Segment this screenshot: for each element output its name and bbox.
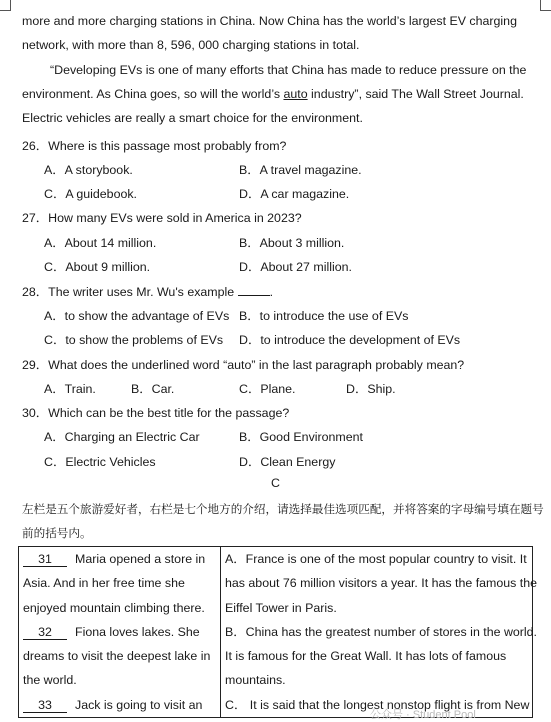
passage-line-1: more and more charging stations in China. Now China has the world’s largest EV charging [22,14,517,28]
place-line: Eiffel Tower in Paris. [225,600,337,615]
section-letter: C [271,476,280,490]
matching-table [18,546,537,718]
q30-option-a[interactable]: A．Charging an Electric Car [44,430,200,444]
q30-option-d[interactable]: D．Clean Energy [239,455,336,469]
place-line: A．France is one of the most popular country to visit. It [225,552,527,566]
q27-option-c[interactable]: C．About 9 million. [44,260,151,274]
section-instructions-2: 前的括号内。 [22,526,92,540]
q29-option-a[interactable]: A．Train. [44,382,96,396]
q27-option-a[interactable]: A．About 14 million. [44,236,157,250]
passage-line-4-start: environment. As China goes, so will the world’s [22,87,284,101]
q28-option-b[interactable]: B．to introduce the use of EVs [239,309,409,323]
traveler-line: the world. [23,673,77,688]
traveler-line: dreams to visit the deepest lake in [23,649,211,664]
traveler-text: Maria opened a store in [75,552,206,566]
place-cell [221,547,537,718]
passage-line-4-end: industry”, said The Wall Street Journal. [307,87,524,101]
traveler-line [19,620,220,644]
q28-option-d[interactable]: D．to introduce the development of EVs [239,333,461,347]
traveler-text: Fiona loves lakes. She [75,624,200,639]
traveler-line [19,547,220,571]
question-29: 29．What does the underlined word “auto” in the last paragraph probably mean? [22,358,465,372]
q29-option-c[interactable]: C．Plane. [239,382,296,396]
traveler-cell [19,547,221,718]
answer-blank [238,284,270,296]
answer-blank-31[interactable]: 31 [23,553,67,567]
matching-row [19,547,533,718]
place-line: It is famous for the Great Wall. It has lots of famous [225,649,507,664]
answer-blank-32[interactable]: 32 [23,626,67,640]
crop-mark-left [0,0,11,11]
question-28 [22,282,273,300]
traveler-line: enjoyed mountain climbing there. [23,600,205,615]
question-27: 27．How many EVs were sold in America in 2023? [22,211,302,225]
question-30: 30．Which can be the best title for the passage? [22,406,290,420]
place-line: C． It is said that the longest nonstop flight is from New [225,697,530,712]
q28-option-a[interactable]: A．to show the advantage of EVs [44,309,230,323]
underlined-word-auto: auto [283,87,308,101]
place-line: has about 76 million visitors a year. It has the famous the [225,576,537,591]
q27-option-b[interactable]: B．About 3 million. [239,236,345,250]
question-28-end: . [269,285,274,299]
q26-option-a[interactable]: A．A storybook. [44,163,133,177]
traveler-text: Jack is going to visit an [75,697,203,712]
q26-option-d[interactable]: D．A car magazine. [239,187,350,201]
q26-option-c[interactable]: C．A guidebook. [44,187,137,201]
traveler-line [19,693,220,717]
q30-option-b[interactable]: B．Good Environment [239,430,363,444]
q26-option-b[interactable]: B．A travel magazine. [239,163,362,177]
answer-blank-33[interactable]: 33 [23,699,67,713]
question-26: 26．Where is this passage most probably from? [22,139,287,153]
passage-line-5: Electric vehicles are really a smart choice for the environment. [22,111,363,125]
section-instructions-1: 左栏是五个旅游爱好者，右栏是七个地方的介绍，请选择最佳选项匹配，并将答案的字母编号填在题号 [22,502,544,516]
traveler-line: Asia. And in her free time she [23,576,185,591]
q29-option-b[interactable]: B．Car. [131,382,175,396]
q28-option-c[interactable]: C．to show the problems of EVs [44,333,224,347]
place-line: mountains. [225,673,286,688]
q27-option-d[interactable]: D．About 27 million. [239,260,352,274]
place-line: B．China has the greatest number of stores in the world. [225,624,537,639]
q30-option-c[interactable]: C．Electric Vehicles [44,455,156,469]
passage-line-2: network, with more than 8, 596, 000 charging stations in total. [22,38,360,52]
crop-mark-right [540,0,551,11]
watermark: 公众号 · Student Pool [370,709,476,721]
q29-option-d[interactable]: D．Ship. [346,382,396,396]
passage-line-3: “Developing EVs is one of many efforts that China has made to reduce pressure on the [50,63,527,77]
passage-line-4 [22,87,524,101]
question-28-text: 28．The writer uses Mr. Wu's example [22,285,238,299]
